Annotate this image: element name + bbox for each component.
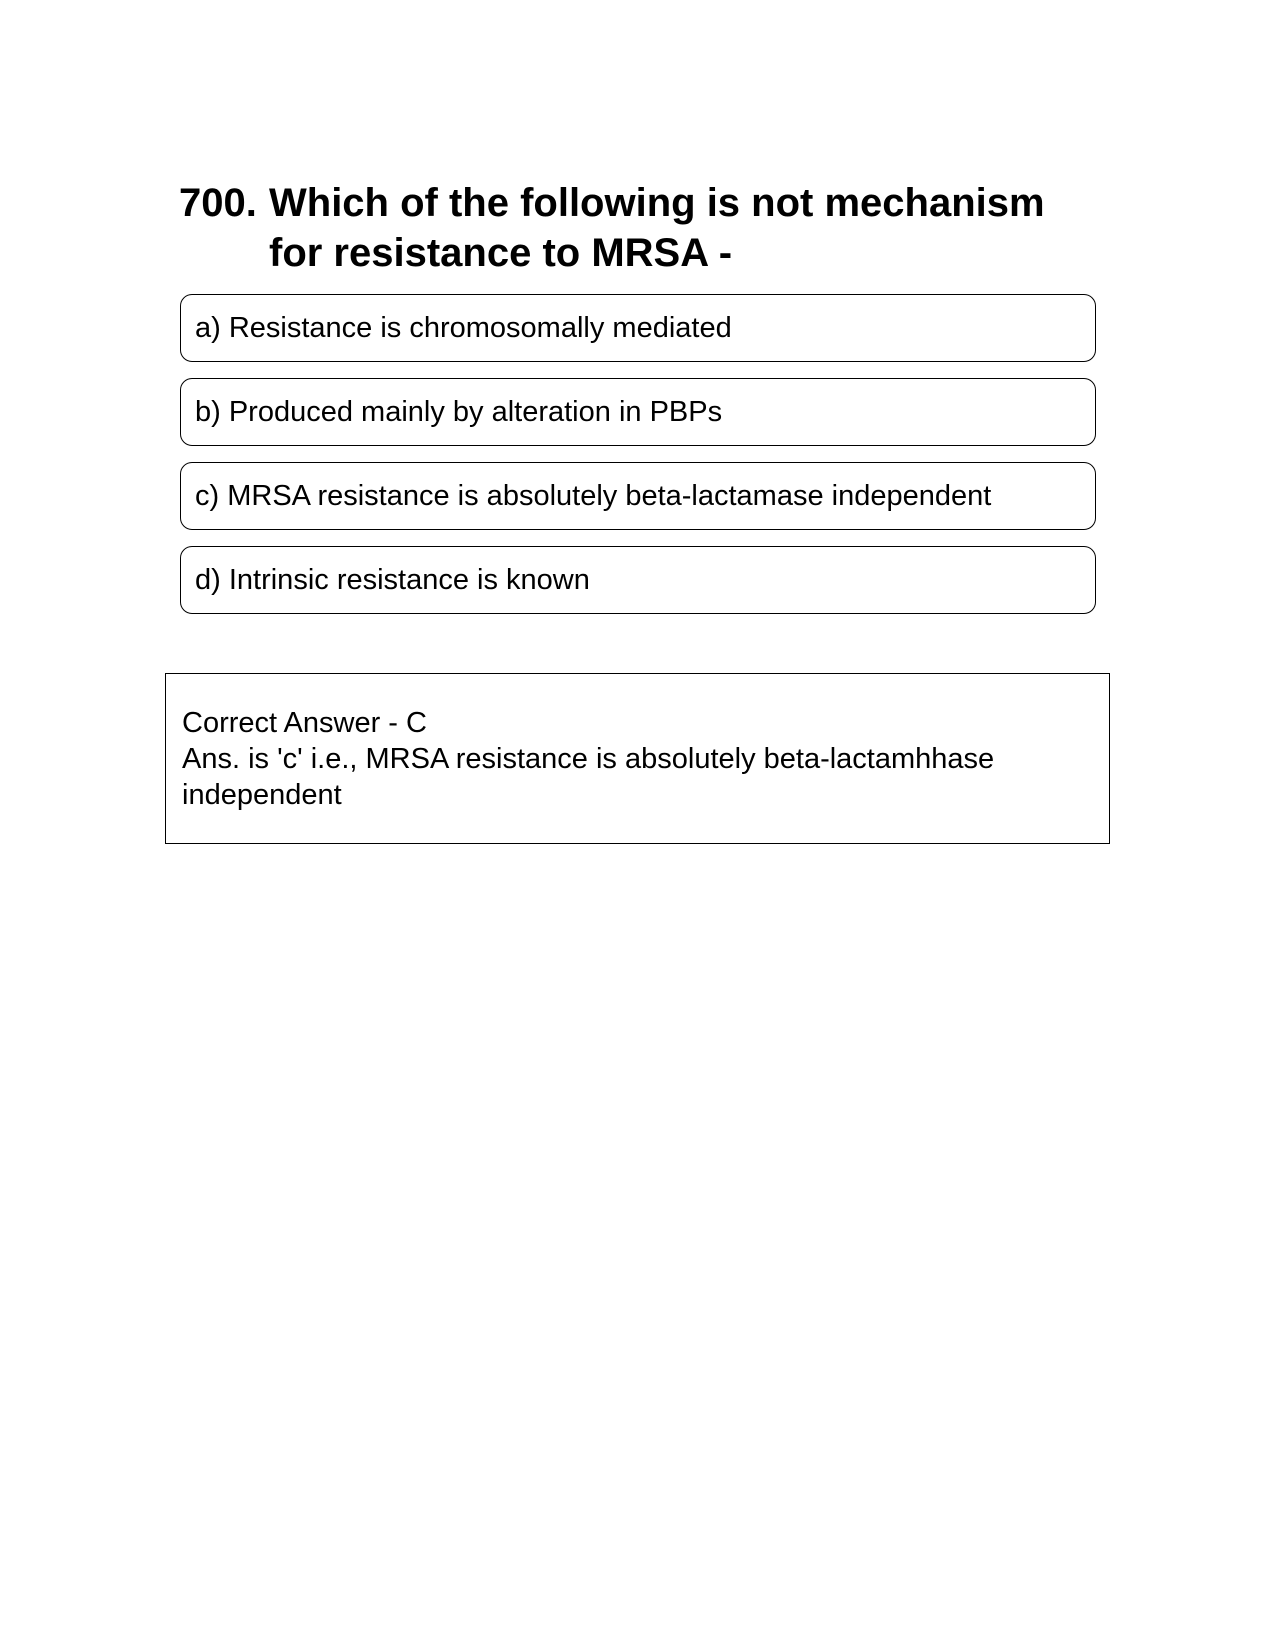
answer-box (165, 673, 1110, 844)
question-number: 700. (179, 181, 257, 225)
option-d[interactable]: d) Intrinsic resistance is known (180, 546, 1096, 614)
correct-answer: Correct Answer - C (182, 707, 427, 739)
option-c[interactable]: c) MRSA resistance is absolutely beta-lactamase independent (180, 462, 1096, 530)
answer-explanation: Ans. is 'c' i.e., MRSA resistance is absolutely beta-lactamhhase independent (182, 743, 995, 811)
option-b[interactable]: b) Produced mainly by alteration in PBPs (180, 378, 1096, 446)
question-heading (179, 178, 1099, 278)
options-list (180, 294, 1096, 630)
option-a[interactable]: a) Resistance is chromosomally mediated (180, 294, 1096, 362)
question-text: Which of the following is not mechanism for resistance to MRSA - (269, 181, 1045, 275)
